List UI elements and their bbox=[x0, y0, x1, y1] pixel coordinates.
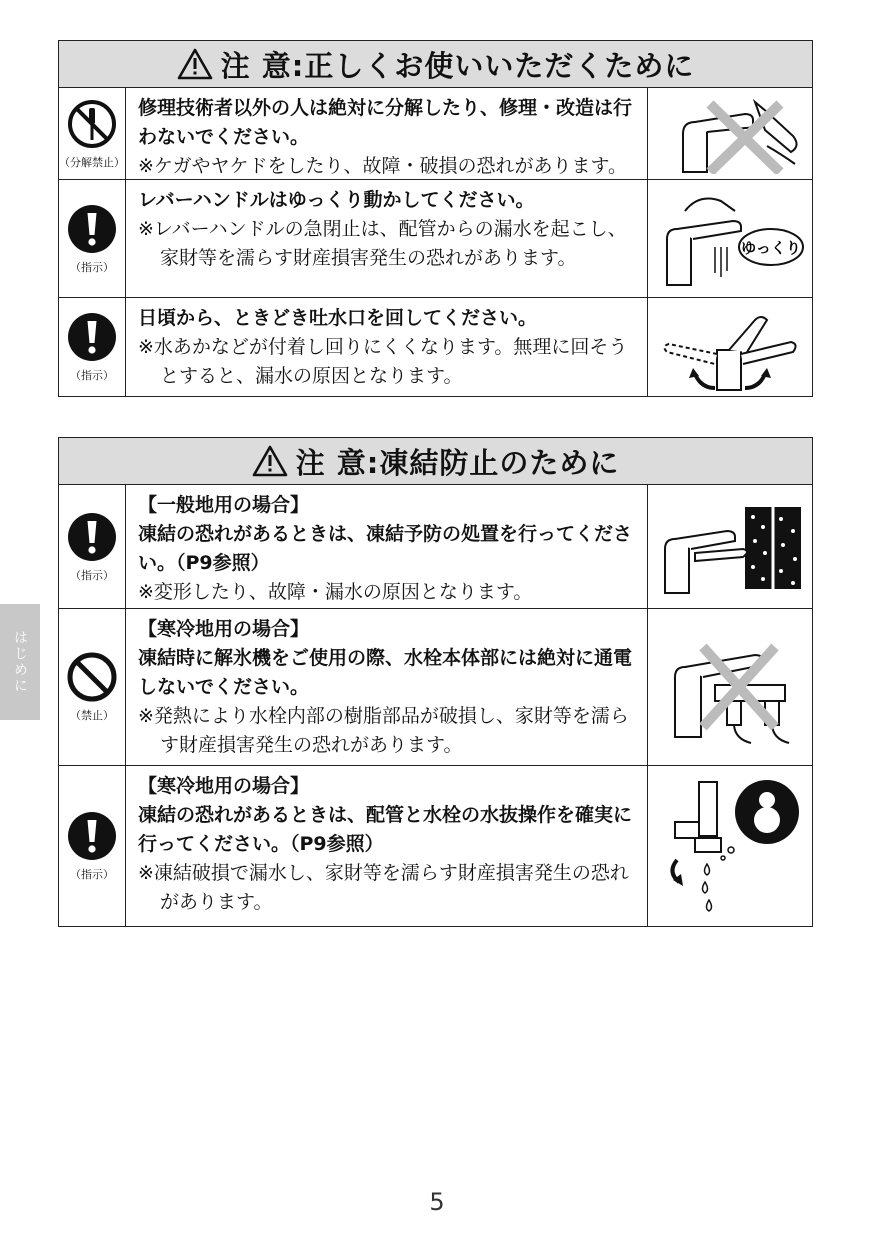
text-cell bbox=[126, 298, 647, 396]
caution-box-proper-use bbox=[58, 40, 813, 397]
note-text: ※水あかなどが付着し回りにくくなります。無理に回そうとすると、漏水の原因となります。 bbox=[138, 336, 628, 387]
instruction-text: 凍結時に解氷機をご使用の際、水栓本体部には絶対に通電しないでください。 bbox=[138, 647, 633, 698]
caution-box-freeze-prevention bbox=[58, 437, 813, 927]
caution-row bbox=[59, 298, 812, 396]
drain-valve-snowman-illustration bbox=[655, 776, 805, 916]
icon-cell bbox=[59, 609, 126, 765]
image-cell bbox=[647, 180, 812, 297]
faucet-heater-crossed-illustration bbox=[655, 627, 805, 747]
icon-caption: （禁止） bbox=[70, 709, 114, 722]
caution-header bbox=[59, 438, 812, 485]
no-disassembly-icon bbox=[66, 98, 118, 150]
faucet-slowly-illustration bbox=[655, 189, 805, 289]
section-label: 【寒冷地用の場合】 bbox=[138, 775, 310, 797]
icon-caption: （指示） bbox=[70, 369, 114, 382]
section-label: 【寒冷地用の場合】 bbox=[138, 618, 310, 640]
text-cell bbox=[126, 609, 647, 765]
image-cell bbox=[647, 88, 812, 179]
instruction-icon bbox=[66, 203, 118, 255]
faucet-snow-window-illustration bbox=[655, 497, 805, 597]
text-cell bbox=[126, 485, 647, 608]
image-caption: ゆっくり bbox=[741, 238, 801, 257]
icon-cell bbox=[59, 298, 126, 396]
warning-triangle-icon bbox=[252, 444, 288, 478]
prohibited-icon bbox=[66, 651, 118, 703]
rotate-spout-illustration bbox=[655, 302, 805, 392]
caution-row bbox=[59, 180, 812, 298]
icon-caption: （指示） bbox=[70, 260, 114, 274]
icon-cell bbox=[59, 485, 126, 608]
image-cell bbox=[647, 485, 812, 608]
chapter-side-tab-label: はじめに bbox=[12, 630, 28, 694]
caution-row bbox=[59, 766, 812, 926]
note-text: ※ケガやヤケドをしたり、故障・破損の恐れがあります。 bbox=[138, 155, 628, 177]
note-text: ※発熱により水栓内部の樹脂部品が破損し、家財等を濡らす財産損害発生の恐れがあります。 bbox=[138, 705, 629, 756]
icon-caption: （指示） bbox=[70, 568, 114, 582]
caution-header bbox=[59, 41, 812, 88]
note-text: ※凍結破損で漏水し、家財等を濡らす財産損害発生の恐れがあります。 bbox=[138, 862, 629, 913]
caution-header-text: 注 意:凍結防止のために bbox=[295, 445, 620, 480]
instruction-text: レバーハンドルはゆっくり動かしてください。 bbox=[138, 189, 535, 211]
icon-caption: （分解禁止） bbox=[59, 155, 125, 169]
note-text: ※変形したり、故障・漏水の原因となります。 bbox=[138, 581, 533, 603]
icon-cell bbox=[59, 180, 126, 297]
image-cell bbox=[647, 298, 812, 396]
instruction-text: 修理技術者以外の人は絶対に分解したり、修理・改造は行わないでください。 bbox=[138, 97, 633, 148]
instruction-text: 凍結の恐れがあるときは、凍結予防の処置を行ってください。（P9参照） bbox=[138, 523, 633, 574]
caution-row bbox=[59, 609, 812, 766]
text-cell bbox=[126, 88, 647, 179]
icon-caption: （指示） bbox=[70, 868, 114, 881]
caution-row bbox=[59, 485, 812, 609]
chapter-side-tab bbox=[0, 604, 40, 720]
instruction-text: 凍結の恐れがあるときは、配管と水栓の水抜操作を確実に行ってください。（P9参照） bbox=[138, 804, 633, 855]
section-label: 【一般地用の場合】 bbox=[138, 494, 310, 516]
warning-triangle-icon bbox=[177, 47, 213, 81]
instruction-icon bbox=[66, 810, 118, 862]
page-number: 5 bbox=[429, 1188, 445, 1216]
instruction-text: 日頃から、ときどき吐水口を回してください。 bbox=[138, 307, 538, 329]
image-cell bbox=[647, 609, 812, 765]
icon-cell bbox=[59, 766, 126, 926]
text-cell bbox=[126, 180, 647, 297]
caution-header-text: 注 意:正しくお使いいただくために bbox=[220, 48, 695, 83]
icon-cell bbox=[59, 88, 126, 179]
instruction-icon bbox=[66, 511, 118, 563]
image-cell bbox=[647, 766, 812, 926]
faucet-wrench-crossed-illustration bbox=[655, 94, 805, 174]
text-cell bbox=[126, 766, 647, 926]
instruction-icon bbox=[66, 311, 118, 363]
caution-row bbox=[59, 88, 812, 180]
note-text: ※レバーハンドルの急閉止は、配管からの漏水を起こし、家財等を濡らす財産損害発生の恐れがあります。 bbox=[138, 218, 627, 269]
